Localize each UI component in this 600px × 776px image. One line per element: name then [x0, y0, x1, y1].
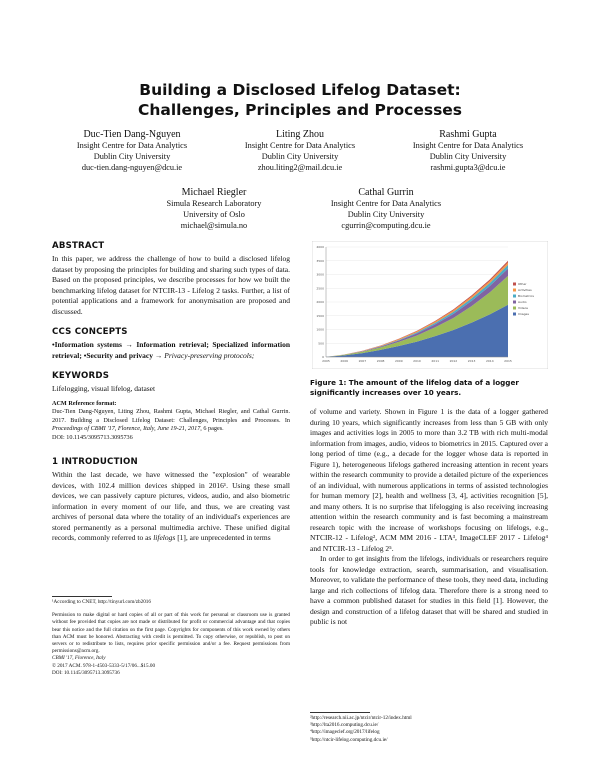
x-tick-label: 2012 [449, 359, 458, 363]
reference-venue: Proceedings of CBMI '17, Florence, Italy, June 19-21, 2017, [52, 425, 202, 433]
footnote-rule [52, 596, 112, 597]
ccs-concepts-italic: Privacy-preserving protocols; [164, 350, 255, 360]
abstract-heading: ABSTRACT [52, 241, 105, 251]
intro-text [52, 470, 290, 544]
reference-text: Duc-Tien Dang-Nguyen, Liting Zhou, Rashmi Gupta, Michael Riegler, and Cathal Gurrin. 2017. Building a Disclosed Lifelog Dataset: Challenges, Principles and Processes. In [52, 408, 290, 424]
author-name: Rashmi Gupta [439, 129, 497, 140]
author-4 [134, 186, 294, 231]
left-column [52, 240, 290, 544]
doi-footer: DOI: 10.1145/3095713.3095736 [52, 669, 120, 676]
legend-label: Images [518, 312, 529, 316]
copyright-footer: © 2017 ACM. 978-1-4503-5333-5/17/06...$15.00 [52, 662, 156, 669]
x-tick-label: 2010 [413, 359, 421, 363]
y-tick-label: 1500 [316, 313, 324, 318]
author-affiliation: Insight Centre for Data Analytics [76, 141, 188, 150]
legend-label: Videos [518, 306, 528, 310]
acm-reference [52, 400, 290, 443]
author-name: Cathal Gurrin [358, 187, 414, 198]
right-paragraph-1: of volume and variety. Shown in Figure 1 is the data of a logger gathered during 10 years, which significantly increases from less than 5 GB with only images and activities logs in 2005 to more than 3.2 TB with rich multi-modal information from images, audio, videos to biometrics in 2015. Captured over a long period of time (e.g., a decade for the logger whose data is reported in Figure 1), heterogeneous lifelogs gathered increasing attention in recent years within the research community to provide a detailed picture of the experiences of an individual, with numerous applications in terms of assisted technologies for human memory [2], health and wellness [3, 4], activities recognition [5], and many others. It is no surprise that lifelogging is also receiving increasing attention within the research community and is fast becoming a mainstream research topic with the increase of workshops focusing on lifelogs, e.g., NTCIR-12 - Lifelog², ACM MM 2016 - LTA³, ImageCLEF 2017 - Lifelog⁴ and NTCIR-13 - Lifelog 2⁵. [310, 407, 548, 553]
footnote-1: ¹According to CNET, http://tinyurl.com/zb2016 [52, 599, 151, 605]
keywords-text: Lifelogging, visual lifelog, dataset [52, 384, 156, 393]
venue-footer [52, 655, 290, 662]
author-email: rashmi.gupta3@dcu.ie [430, 162, 506, 172]
legend-label: Other [518, 282, 527, 286]
x-tick-label: 2009 [394, 359, 403, 363]
legend-label: Activities [518, 288, 532, 292]
right-footnote-rule [310, 712, 370, 713]
legend-swatch [513, 307, 516, 310]
reference-body [52, 408, 290, 434]
author-email: duc-tien.dang-nguyen@dcu.ie [81, 162, 183, 172]
permission-notice: Permission to make digital or hard copies of all or part of this work for personal or classroom use is granted without fee provided that copies are not made or distributed for profit or commercial advantage and that copies bear this notice and the full citation on the first page. Copyrights for components of this work owned by others than ACM must be honored. Abstracting with credit is permitted. To copy otherwise, or republish, to post on servers or to redistribute to lists, requires prior specific permission and/or a fee. Request permissions from permissions@acm.org. [52, 612, 290, 655]
author-affiliation: Insight Centre for Data Analytics [412, 141, 524, 150]
y-tick-label: 3000 [316, 272, 324, 277]
footnote-2: ²http://research.nii.ac.jp/ntcir/ntcir-12/index.html [310, 715, 412, 721]
x-tick-label: 2011 [431, 359, 440, 363]
author-name: Liting Zhou [275, 129, 325, 140]
x-tick-label: 2006 [340, 359, 349, 363]
y-tick-label: 3500 [316, 258, 324, 263]
lifelog-area-chart [312, 241, 548, 369]
author-email: michael@simula.no [180, 220, 248, 230]
footnote-3: ³http://lta2016.computing.dcu.ie/ [310, 722, 379, 729]
intro-tail: [1], are unprecedented in terms [177, 533, 271, 543]
ccs-heading: CCS CONCEPTS [52, 327, 128, 337]
author-name: Michael Riegler [181, 187, 247, 198]
right-column [310, 407, 548, 628]
title-line-2: Challenges, Principles and Processes [137, 101, 463, 119]
legend-swatch [513, 289, 516, 292]
author-organization: Dublin City University [93, 151, 171, 161]
author-name: Duc-Tien Dang-Nguyen [83, 129, 181, 140]
y-tick-label: 4000 [316, 245, 324, 250]
venue-short: CBMI '17, Florence, Italy [52, 655, 106, 662]
ccs-text [52, 340, 290, 361]
legend-swatch [513, 283, 516, 286]
caption-label: Figure 1: [310, 378, 347, 387]
title-line-1: Building a Disclosed Lifelog Dataset: [139, 81, 461, 99]
caption-text: The amount of the lifelog data of a logger significantly increases over 10 years. [310, 378, 519, 397]
paper-title [60, 80, 540, 120]
intro-italic: lifelogs [153, 533, 176, 543]
right-paragraph-2: In order to get insights from the lifelogs, individuals or researchers require tools for knowledge extraction, search, summarisation, and visualisation. Moreover, to validate the performance of these tools, they need data, including large and rich collections of lifelog data. Therefore there is a strong need to have a common published dataset for studies in this field [1]. However, the design and construction of a lifelog dataset that will be shared and studied in public is not [310, 554, 548, 626]
figure-1 [312, 241, 548, 369]
intro-body: Within the last decade, we have witnessed the "explosion" of wearable devices, with 102.4 million devices shipped in 2016¹. Using these small devices, we can passively capture pictures, videos, audio, and also biometric information in every moment of our life, and thus, we are creating vast archives of personal data where the totality of an individual's experiences are stored permanently as a personal multimedia archive. These unified digital records, commonly referred to as [52, 470, 290, 543]
author-organization: Dublin City University [261, 151, 339, 161]
x-tick-label: 2005 [322, 359, 330, 363]
legend-label: Audio [518, 300, 527, 304]
footnote-4: ⁴http://imageclef.org/2017/lifelog [310, 729, 380, 736]
x-tick-label: 2008 [376, 359, 385, 363]
y-tick-label: 1000 [316, 327, 324, 332]
reference-label: ACM Reference format: [52, 399, 117, 407]
reference-doi: DOI: 10.1145/3095713.3095736 [52, 433, 133, 441]
author-affiliation: Simula Research Laboratory [166, 199, 262, 208]
author-1 [52, 128, 212, 173]
author-5 [306, 186, 466, 231]
author-affiliation: Insight Centre for Data Analytics [330, 199, 442, 208]
legend-swatch [513, 301, 516, 304]
legend-label: Biometrics [518, 294, 534, 298]
x-tick-label: 2015 [504, 359, 512, 363]
y-tick-label: 500 [318, 341, 324, 346]
author-organization: University of Oslo [183, 209, 245, 219]
left-footer [52, 592, 290, 677]
author-email: zhou.liting2@mail.dcu.ie [257, 162, 343, 172]
x-tick-label: 2014 [485, 359, 494, 363]
x-tick-label: 2013 [467, 359, 476, 363]
x-tick-label: 2007 [358, 359, 367, 363]
abstract-text: In this paper, we address the challenge of how to build a disclosed lifelog dataset by proposing the principles for building and sharing such types of data. Based on the proposed principles, we describe processes for how we built the benchmarking lifelog dataset for NTCIR-13 - Lifelog 2 tasks. Further, a list of potential applications and a framework for anonymisation are proposed and discussed. [52, 254, 290, 316]
right-footnotes [310, 708, 548, 744]
author-2 [220, 128, 380, 173]
intro-heading: 1 INTRODUCTION [52, 457, 138, 468]
keywords-heading: KEYWORDS [52, 371, 110, 381]
ccs-concepts: •Information systems → Information retrieval; Specialized information retrieval; •Security and privacy → [52, 340, 290, 360]
y-tick-label: 0 [322, 355, 324, 360]
author-organization: Dublin City University [347, 209, 425, 219]
author-affiliation: Insight Centre for Data Analytics [244, 141, 356, 150]
author-organization: Dublin City University [429, 151, 507, 161]
author-email: cgurrin@computing.dcu.ie [341, 220, 431, 230]
y-tick-label: 2500 [316, 286, 324, 291]
author-3 [388, 128, 548, 173]
figure-caption [310, 378, 548, 398]
legend-swatch [513, 295, 516, 298]
legend-swatch [513, 313, 516, 316]
y-tick-label: 2000 [316, 300, 324, 305]
reference-pages: 6 pages. [203, 425, 224, 433]
footnote-5: ⁵http://ntcir-lifelog.computing.dcu.ie/ [310, 736, 388, 743]
